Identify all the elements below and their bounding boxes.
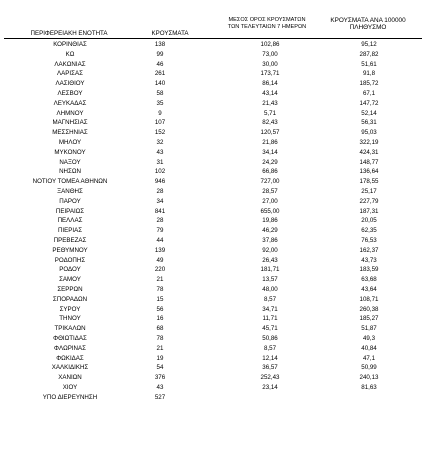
region-name-cell: ΜΑΓΝΗΣΙΑΣ [52,119,88,127]
cases-cell: 16 [156,315,164,323]
cases-cell: 220 [154,266,166,274]
rate-cell: 50,99 [361,364,377,372]
cases-cell: 139 [154,246,166,254]
table-row [0,128,427,138]
rate-cell: 227,79 [359,197,379,205]
region-name-cell: ΝΑΞΟΥ [59,158,81,166]
avg-7day-cell: 8,57 [263,344,277,352]
cases-cell: 46 [156,60,164,68]
cases-cell: 376 [154,374,166,382]
avg-7day-cell: 727,00 [260,178,280,186]
cases-cell: 152 [154,129,166,137]
region-name-cell: ΠΡΕΒΕΖΑΣ [53,236,87,244]
rate-cell: 43,73 [361,256,377,264]
rate-cell: 287,82 [359,50,379,58]
cases-cell: 21 [156,276,164,284]
region-name-cell: ΣΕΡΡΩΝ [57,285,83,293]
table-row [0,158,427,168]
cases-cell: 31 [156,158,164,166]
cases-cell: 261 [154,70,166,78]
avg-7day-cell: 48,00 [262,285,278,293]
region-name-cell: ΧΙΟΥ [62,383,78,391]
header-7day-average [212,17,322,30]
header-rate-per-100000 [312,17,424,31]
table-row [0,285,427,295]
avg-7day-cell: 34,71 [262,305,278,313]
region-name-cell: ΦΛΩΡΙΝΑΣ [54,344,86,352]
rate-cell: 148,77 [359,158,379,166]
table-row [0,354,427,364]
table-row [0,40,427,50]
header-region [4,30,134,37]
table-row [0,69,427,79]
cases-cell: 43 [156,383,164,391]
cases-cell: 34 [156,197,164,205]
region-name-cell: ΚΟΡΙΝΘΙΑΣ [53,41,87,48]
table-row [0,295,427,305]
region-name-cell: ΛΗΜΝΟΥ [56,109,84,117]
avg-7day-cell: 21,43 [262,99,278,107]
rate-cell: 136,64 [359,168,379,176]
avg-7day-cell: 24,29 [262,158,278,166]
table-row [0,236,427,246]
table-row [0,50,427,60]
region-name-cell: ΤΗΝΟΥ [59,315,81,323]
region-name-cell: ΥΠΟ ΔΙΕΡΕΥΝΗΣΗ [42,393,98,401]
table-row [0,138,427,148]
region-name-cell: ΠΑΡΟΥ [59,197,81,205]
cases-cell: 58 [156,89,164,97]
region-name-cell: ΤΡΙΚΑΛΩΝ [54,325,86,333]
table-row [0,256,427,266]
table-row [0,197,427,207]
region-name-cell: ΛΕΥΚΑΔΑΣ [53,99,87,107]
cases-cell: 102 [154,168,166,176]
cases-cell: 32 [156,138,164,146]
avg-7day-cell: 46,29 [262,227,278,235]
header-divider [4,38,422,39]
table-row [0,118,427,128]
region-name-cell: ΜΥΚΟΝΟΥ [54,148,86,156]
avg-7day-cell: 86,14 [262,80,278,88]
cases-cell: 68 [156,325,164,333]
region-name-cell: ΡΟΔΟΥ [59,266,81,274]
region-name-cell: ΠΕΛΛΑΣ [57,217,83,225]
avg-7day-cell: 37,86 [262,236,278,244]
avg-7day-cell: 34,14 [262,148,278,156]
avg-7day-cell: 26,43 [262,256,278,264]
avg-7day-cell: 21,86 [262,138,278,146]
header-rate-line2: ΠΛΗΘΥΣΜΟ [349,24,387,31]
rate-cell: 424,31 [359,148,379,156]
table-row [0,216,427,226]
rate-cell: 81,63 [361,383,377,391]
region-name-cell: ΜΕΣΣΗΝΙΑΣ [52,129,88,137]
rate-cell: 95,12 [361,41,377,48]
table-row [0,109,427,119]
avg-7day-cell: 73,00 [262,50,278,58]
rate-cell: 63,68 [361,276,377,284]
rate-cell: 40,84 [361,344,377,352]
rate-cell: 185,27 [359,315,379,323]
region-name-cell: ΛΑΣΙΘΙΟΥ [55,80,85,88]
cases-cell: 841 [154,207,166,215]
rate-cell: 49,3 [362,334,376,342]
cases-cell: 78 [156,285,164,293]
cases-cell: 140 [154,80,166,88]
region-name-cell: ΣΥΡΟΥ [59,305,81,313]
rate-cell: 147,72 [359,99,379,107]
cases-cell: 28 [156,217,164,225]
region-name-cell: ΝΟΤΙΟΥ ΤΟΜΕΑ ΑΘΗΝΩΝ [32,178,108,186]
rate-cell: 67,1 [362,89,376,97]
avg-7day-cell: 13,57 [262,276,278,284]
cases-cell: 946 [154,178,166,186]
table-row [0,79,427,89]
cases-cell: 44 [156,236,164,244]
table-row [0,148,427,158]
cases-cell: 54 [156,364,164,372]
table-row [0,60,427,70]
rate-cell: 240,13 [359,374,379,382]
rate-cell: 95,03 [361,129,377,137]
cases-cell: 79 [156,227,164,235]
rate-cell: 183,59 [359,266,379,274]
region-name-cell: ΛΑΚΩΝΙΑΣ [54,60,86,68]
table-row [0,305,427,315]
region-name-cell: ΧΑΛΚΙΔΙΚΗΣ [51,364,89,372]
cases-cell: 138 [154,41,166,48]
cases-cell: 107 [154,119,166,127]
rate-cell: 47,1 [362,354,376,362]
avg-7day-cell: 27,00 [262,197,278,205]
region-name-cell: ΜΗΛΟΥ [58,138,82,146]
table-row [0,99,427,109]
avg-7day-cell: 82,43 [262,119,278,127]
cases-cell: 9 [158,109,162,117]
region-name-cell: ΠΕΙΡΑΙΩΣ [55,207,85,215]
rate-cell: 260,38 [359,305,379,313]
rate-cell: 51,87 [361,325,377,333]
avg-7day-cell: 12,14 [262,354,278,362]
region-name-cell: ΣΠΟΡΑΔΩΝ [52,295,88,303]
rate-cell: 51,61 [361,60,377,68]
avg-7day-cell: 19,86 [262,217,278,225]
rate-cell: 62,35 [361,227,377,235]
region-name-cell: ΦΩΚΙΔΑΣ [56,354,84,362]
cases-cell: 35 [156,99,164,107]
table-row [0,89,427,99]
cases-cell: 527 [154,393,166,401]
avg-7day-cell: 655,00 [260,207,280,215]
table-row [0,363,427,373]
table-row [0,324,427,334]
region-name-cell: ΛΕΣΒΟΥ [57,89,83,97]
table-row [0,265,427,275]
cases-cell: 19 [156,354,164,362]
rate-cell: 43,64 [361,285,377,293]
header-rate-line1: ΚΡΟΥΣΜΑΤΑ ΑΝΑ 100000 [330,17,406,24]
table-row [0,177,427,187]
region-name-cell: ΣΑΜΟΥ [59,276,81,284]
rate-cell: 322,19 [359,138,379,146]
avg-7day-cell: 5,71 [263,109,277,117]
header-cases-label: ΚΡΟΥΣΜΑΤΑ [151,30,189,37]
avg-7day-cell: 50,86 [262,334,278,342]
region-name-cell: ΦΘΙΩΤΙΔΑΣ [53,334,87,342]
header-cases [136,30,204,37]
avg-7day-cell: 173,71 [260,70,280,78]
avg-7day-cell: 252,43 [260,374,280,382]
table-row [0,334,427,344]
table-row [0,167,427,177]
region-name-cell: ΠΙΕΡΙΑΣ [57,227,83,235]
table-row [0,383,427,393]
avg-7day-cell: 92,00 [262,246,278,254]
table-row [0,393,427,403]
region-name-cell: ΧΑΝΙΩΝ [58,374,82,382]
header-7day-average-line2: ΤΩΝ ΤΕΛΕΥΤΑΙΩΝ 7 ΗΜΕΡΩΝ [227,23,307,30]
table-row [0,344,427,354]
rate-cell: 108,71 [359,295,379,303]
avg-7day-cell: 30,00 [262,60,278,68]
region-name-cell: ΡΟΔΟΠΗΣ [54,256,86,264]
avg-7day-cell: 8,57 [263,295,277,303]
region-name-cell: ΝΗΣΩΝ [59,168,81,176]
cases-cell: 21 [156,344,164,352]
rate-cell: 185,72 [359,80,379,88]
rate-cell: 187,31 [359,207,379,215]
avg-7day-cell: 36,57 [262,364,278,372]
table-row [0,226,427,236]
region-name-cell: ΛΑΡΙΣΑΣ [57,70,83,78]
region-name-cell: ΞΑΝΘΗΣ [57,187,83,195]
cases-cell: 43 [156,148,164,156]
avg-7day-cell: 28,57 [262,187,278,195]
avg-7day-cell: 23,14 [262,383,278,391]
rate-cell: 25,17 [361,187,377,195]
cases-cell: 15 [156,295,164,303]
cases-cell: 78 [156,334,164,342]
cases-cell: 49 [156,256,164,264]
avg-7day-cell: 45,71 [262,325,278,333]
rate-cell: 178,55 [359,178,379,186]
region-name-cell: ΡΕΘΥΜΝΟΥ [52,246,88,254]
table-row [0,207,427,217]
header-region-label: ΠΕΡΙΦΕΡΕΙΑΚΗ ΕΝΟΤΗΤΑ [30,30,108,37]
avg-7day-cell: 11,71 [262,315,278,323]
avg-7day-cell: 181,71 [260,266,280,274]
avg-7day-cell: 102,86 [260,41,280,48]
cases-cell: 28 [156,187,164,195]
table-row [0,275,427,285]
region-name-cell: ΚΩ [65,50,75,58]
cases-cell: 56 [156,305,164,313]
rate-cell: 20,05 [361,217,377,225]
avg-7day-cell: 120,57 [260,129,280,137]
table-row [0,314,427,324]
table-row [0,373,427,383]
table-body [0,40,427,402]
rate-cell: 76,53 [361,236,377,244]
table-row [0,187,427,197]
rate-cell: 52,14 [361,109,377,117]
rate-cell: 56,31 [361,119,377,127]
table-row [0,246,427,256]
avg-7day-cell: 43,14 [262,89,278,97]
header-7day-average-line1: ΜΕΣΟΣ ΟΡΟΣ ΚΡΟΥΣΜΑΤΩΝ [228,17,306,23]
rate-cell: 162,37 [359,246,379,254]
rate-cell: 91,8 [362,70,376,78]
avg-7day-cell: 66,86 [262,168,278,176]
cases-cell: 99 [156,50,164,58]
